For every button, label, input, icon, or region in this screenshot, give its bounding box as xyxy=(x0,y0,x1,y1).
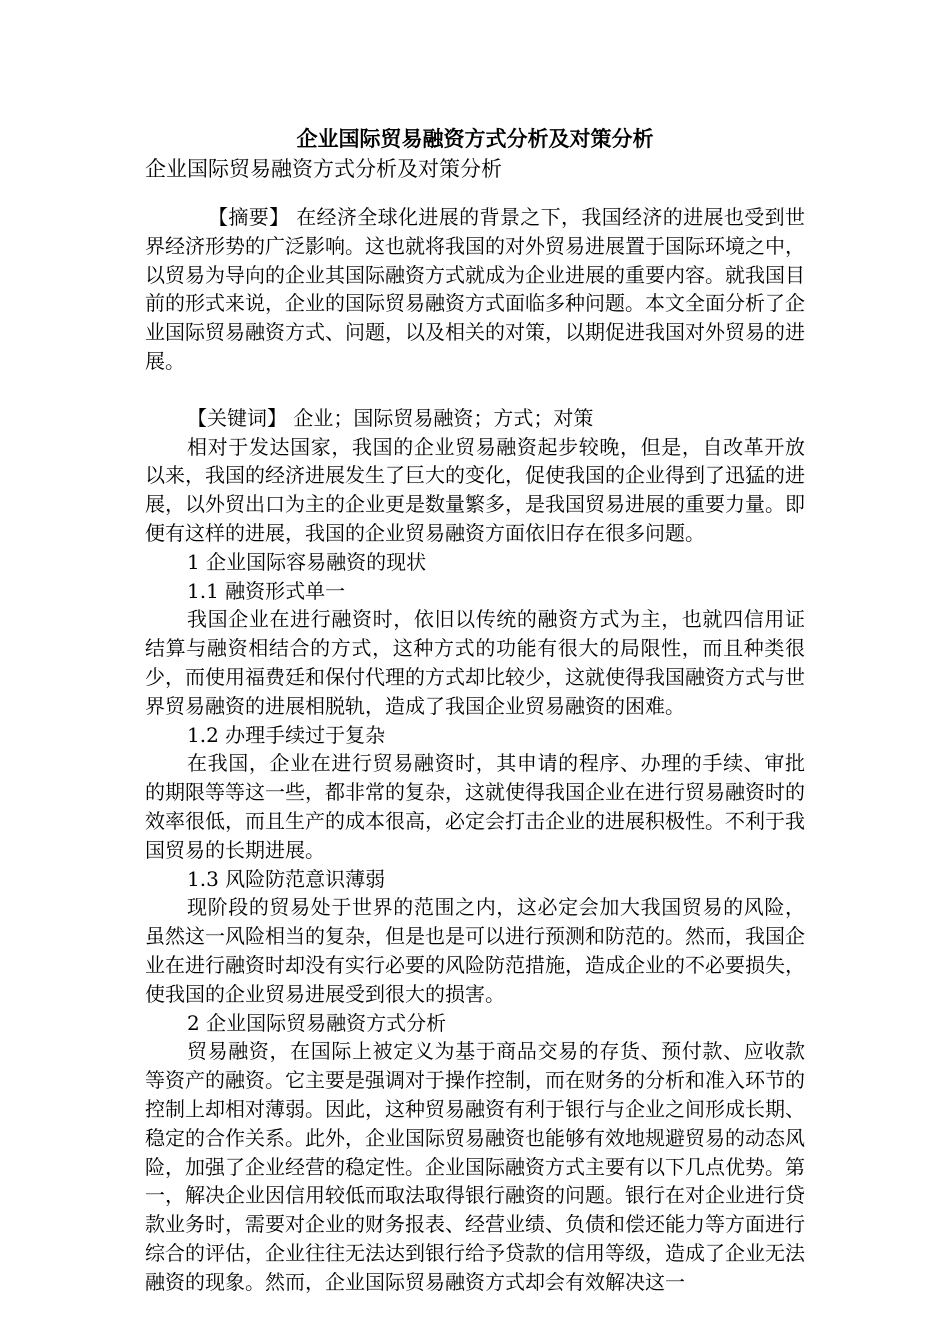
paragraph-2: 贸易融资，在国际上被定义为基于商品交易的存货、预付款、应收款等资产的融资。它主要是强调对于操作控制，而在财务的分析和准入环节的控制上却相对薄弱。因此，这种贸易融资有利于银行与企业之间形成长期、稳定的合作关系。此外，企业国际贸易融资也能够有效地规避贸易的动态风险，加强了企业经营的稳定性。企业国际融资方式主要有以下几点优势。第一，解决企业因信用较低而取法取得银行融资的问题。银行在对企业进行贷款业务时，需要对企业的财务报表、经营业绩、负债和偿还能力等方面进行综合的评估，企业往往无法达到银行给予贷款的信用等级，造成了企业无法融资的现象。然而，企业国际贸易融资方式却会有效解决这一 xyxy=(145,1039,805,1294)
paragraph-1-2: 在我国，企业在进行贸易融资时，其申请的程序、办理的手续、审批的期限等等这一些，都非常的复杂，这就使得我国企业在进行贸易融资时的效率很低，而且生产的成本很高，必定会打击企业的进展积极性。不利于我国贸易的长期进展。 xyxy=(145,751,805,862)
paragraph-1-1: 我国企业在进行融资时，依旧以传统的融资方式为主，也就四信用证结算与融资相结合的方式，这种方式的功能有很大的局限性，而且种类很少，而使用福费廷和保付代理的方式却比较少，这就使得我国融资方式与世界贸易融资的进展相脱轨，造成了我国企业贸易融资的困难。 xyxy=(145,607,805,718)
intro-paragraph: 相对于发达国家，我国的企业贸易融资起步较晚，但是，自改革开放以来，我国的经济进展发生了巨大的变化，促使我国的企业得到了迅猛的进展，以外贸出口为主的企业更是数量繁多，是我国贸易进展的重要力量。即便有这样的进展，我国的企业贸易融资方面依旧存在很多问题。 xyxy=(145,434,805,545)
subsection-heading-1-3: 1.3 风险防范意识薄弱 xyxy=(187,866,386,891)
abstract-paragraph: 【摘要】 在经济全球化进展的背景之下，我国经济的进展也受到世界经济形势的广泛影响。这也就将我国的对外贸易进展置于国际环境之中，以贸易为导向的企业其国际融资方式就成为企业进展的重要内容。就我国目前的形式来说，企业的国际贸易融资方式面临多种问题。本文全面分析了企业国际贸易融资方式、问题，以及相关的对策，以期促进我国对外贸易的进展。 xyxy=(145,205,805,373)
document-subtitle: 企业国际贸易融资方式分析及对策分析 xyxy=(145,157,502,181)
section-heading-2: 2 企业国际贸易融资方式分析 xyxy=(187,1010,447,1035)
document-body xyxy=(145,203,805,1296)
subsection-heading-1-2: 1.2 办理手续过于复杂 xyxy=(187,722,386,747)
keywords-line: 【关键词】 企业；国际贸易融资；方式；对策 xyxy=(187,405,594,430)
document-title: 企业国际贸易融资方式分析及对策分析 xyxy=(296,126,654,151)
subsection-heading-1-1: 1.1 融资形式单一 xyxy=(187,578,346,603)
section-heading-1: 1 企业国际容易融资的现状 xyxy=(187,549,427,574)
paragraph-1-3: 现阶段的贸易处于世界的范围之内，这必定会加大我国贸易的风险，虽然这一风险相当的复杂，但是也是可以进行预测和防范的。然而，我国企业在进行融资时却没有实行必要的风险防范措施，造成企业的不必要损失，使我国的企业贸易进展受到很大的损害。 xyxy=(145,895,805,1006)
